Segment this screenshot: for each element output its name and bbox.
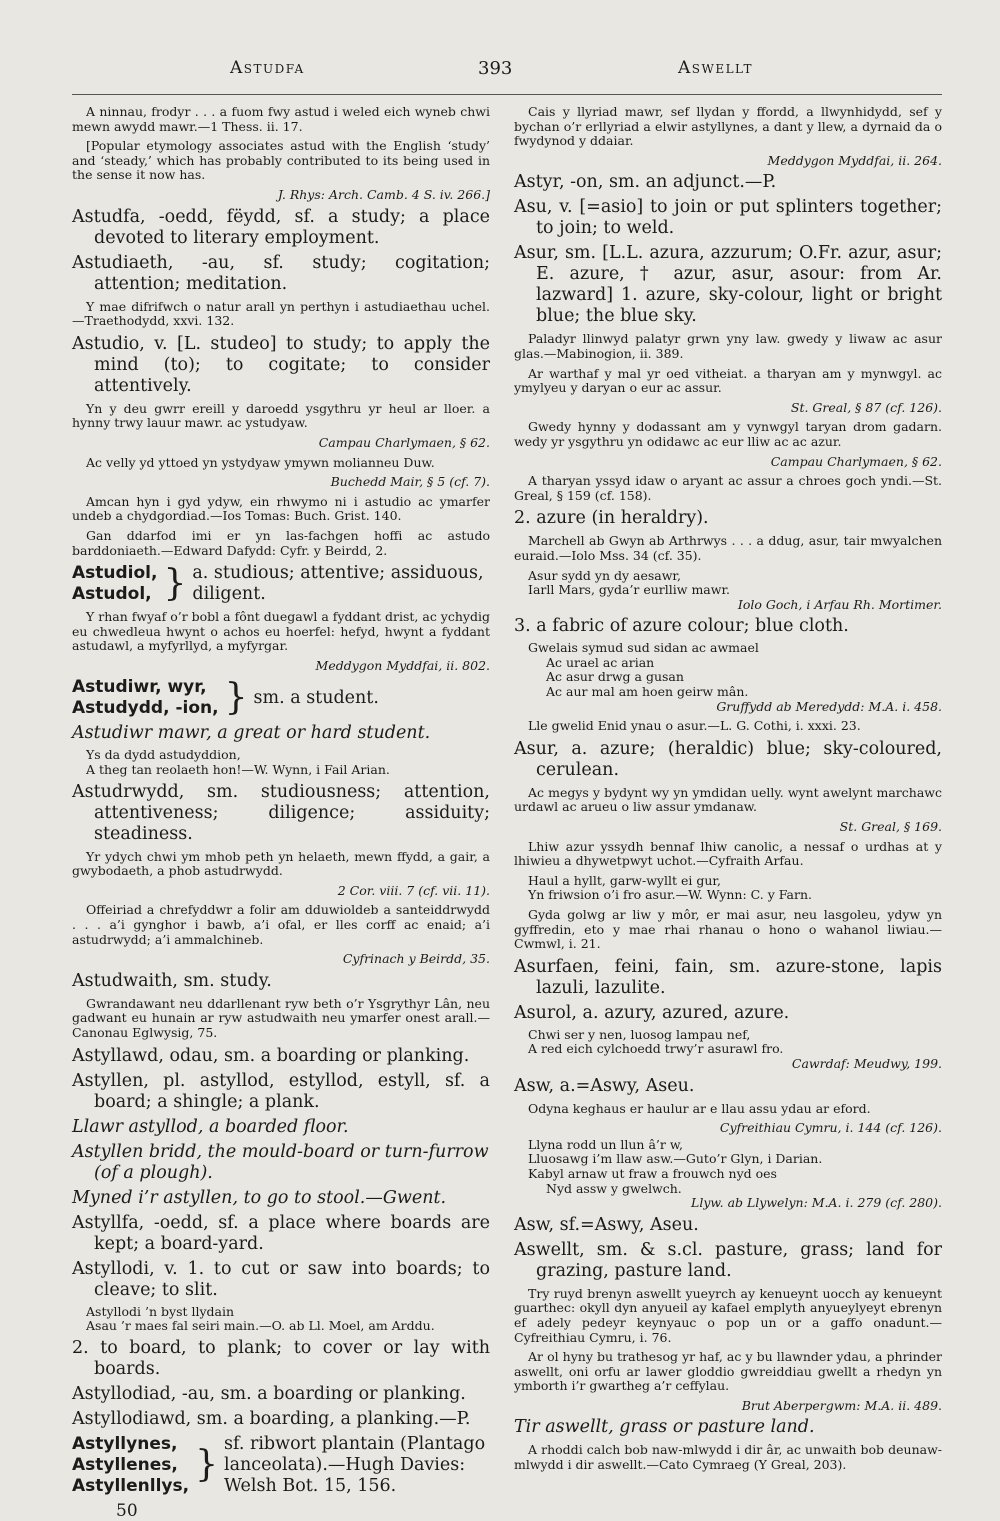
entry: Asurol, a. azury, azured, azure. (514, 1002, 790, 1023)
verse-line: Haul a hyllt, garw-wyllt ei gur, (528, 872, 721, 888)
entry: Astudfa, -oedd, fëydd, sf. a study; a place devoted to literary employment. (72, 206, 490, 248)
subentry: Astyllen bridd, the mould-board or turn-furrow (of a plough). (72, 1141, 489, 1183)
verse-line: Chwi ser y nen, luosog lampau nef, (528, 1026, 751, 1042)
sense: 2. azure (in heraldry). (514, 508, 709, 529)
bracketed-entry (72, 1434, 490, 1497)
header-rule (72, 94, 942, 95)
quotation: A ninnau, frodyr . . . a fuom fwy astud i weled eich wyneb chwi mewn awydd mawr.—1 Thess. ii. 17. (72, 104, 490, 134)
citation: Buchedd Mair, § 5 (cf. 7). (330, 474, 490, 490)
right-column (514, 100, 942, 1478)
entry: Astudiaeth, -au, sf. study; cogitation; attention; meditation. (72, 252, 490, 294)
verse-line: Ac asur drwg a gusan (546, 669, 684, 685)
definition: sf. ribwort plantain (Plantago lanceolata).—Hugh Davies: Welsh Bot. 15, 156. (224, 1433, 486, 1496)
verse-line: Yn friwsion o’i fro asur.—W. Wynn: C. y Farn. (528, 887, 813, 903)
quotation: A tharyan yssyd idaw o aryant ac assur a chroes goch yndi.—St. Greal, § 159 (cf. 158). (514, 473, 942, 503)
entry: Asu, v. [=asio] to join or put splinters together; to join; to weld. (514, 197, 942, 239)
quotation: Lle gwelid Enid ynau o asur.—L. G. Cothi, i. xxxi. 23. (528, 718, 861, 734)
entry: Astyllodiad, -au, sm. a boarding or planking. (72, 1383, 466, 1404)
entry: Asur, sm. [L.L. azura, azzurum; O.Fr. azur, asur; E. azure, † azur, asur, asour: from Ar. lazward] 1. azure, sky-colour, light or bright blue; the blue sky. (514, 243, 942, 327)
entry: Asurfaen, feini, fain, sm. azure-stone, lapis lazuli, lazulite. (514, 956, 942, 998)
headword: Astyllynes, (72, 1433, 178, 1454)
entry: Asw, a.=Aswy, Aseu. (514, 1075, 695, 1096)
headword: Astudol, (72, 584, 152, 605)
quotation: Ar ol hyny bu trathesog yr haf, ac y bu llawnder ydau, a phrinder aswellt, oni orfu ar lawer gloddio gwreiddiau gwellt a rhedyn yn ymborth i’r gwartheg a’r ceffylau. (514, 1349, 942, 1394)
verse-line: Lluosawg i’m llaw asw.—Guto’r Glyn, i Darian. (528, 1151, 823, 1167)
citation: Campau Charlymaen, § 62. (770, 453, 942, 469)
brace-glyph: } (224, 677, 248, 719)
citation: Campau Charlymaen, § 62. (318, 434, 490, 450)
quotation: Gwedy hynny y dodassant am y vynwgyl taryan drom gadarn. wedy yr ysgythru yn odidawc ac eur lliw ac ac azur. (514, 419, 942, 449)
quotation: A rhoddi calch bob naw-mlwydd i dir âr, ac unwaith bob deunaw-mlwydd i dir aswellt.—Cato Cymraeg (Y Greal, 203). (514, 1442, 942, 1473)
sense: 3. a fabric of azure colour; blue cloth. (514, 616, 849, 637)
citation: Cyfreithiau Cymru, i. 144 (cf. 126). (719, 1120, 942, 1136)
subentry: Myned i’r astyllen, to go to stool.—Gwent. (72, 1187, 447, 1208)
signature-mark: 50 (116, 1500, 138, 1521)
quotation: Amcan hyn i gyd ydyw, ein rhwymo ni i astudio ac ymarfer undeb a chydgordiad.—Ios Tomas: Buch. Grist. 140. (72, 493, 490, 524)
headword: Astudiol, (72, 563, 158, 584)
entry: Astudio, v. [L. studeo] to study; to apply the mind (to); to cogitate; to consider attentively. (72, 333, 490, 396)
quotation: Odyna keghaus er haulur ar e llau assu ydau ar eford. (528, 1100, 871, 1116)
verse-line: Nyd assw y gwelwch. (546, 1180, 682, 1196)
citation: Cyfrinach y Beirdd, 35. (342, 951, 490, 967)
entry: Astyllen, pl. astyllod, estyllod, estyll, sf. a board; a shingle; a plank. (72, 1070, 490, 1112)
left-column (72, 100, 490, 1521)
etymology-note: [Popular etymology associates astud with the English ‘study’ and ‘steady,’ which has probably contributed to its being used in the sense it now has. (72, 138, 490, 183)
entry: Asur, a. azure; (heraldic) blue; sky-coloured, cerulean. (514, 738, 942, 780)
verse-line: A red eich cylchoedd trwy’r asurawl fro. (528, 1041, 784, 1057)
page-number: 393 (478, 58, 513, 79)
bracketed-entry (72, 677, 490, 719)
citation: Cawrdaf: Meudwy, 199. (791, 1055, 942, 1071)
headword: Astudiwr, wyr, (72, 677, 207, 698)
headword: Astyllenllys, (72, 1475, 190, 1496)
quotation: Offeiriad a chrefyddwr a folir am dduwioldeb a santeiddrwydd . . . a’i gynghor i bawb, a’i ofal, er lles corff ac enaid; a’i astudrwydd; a’i ammalchineb. (72, 902, 490, 947)
entry: Astyr, -on, sm. an adjunct.—P. (514, 172, 777, 193)
entry: Aswellt, sm. & s.cl. pasture, grass; land for grazing, pasture land. (514, 1239, 942, 1281)
verse-line: Asur sydd yn dy aesawr, (528, 567, 682, 583)
subentry: Llawr astyllod, a boarded floor. (72, 1116, 349, 1137)
quotation: Lhiw azur yssydh bennaf lhiw canolic, a nessaf o urdhas at y lhiwieu a dhywetpwyt uchot.—Cyfraith Arfau. (514, 838, 942, 869)
quotation: Y mae difrifwch o natur arall yn perthyn i astudiaethau uchel.—Traethodydd, xxvi. 132. (72, 298, 490, 329)
quotation: Ar warthaf y mal yr oed vitheiat. a tharyan am y mynwgyl. ac ymylyeu y daryan o eur ac assur. (514, 365, 942, 396)
citation: Meddygon Myddfai, ii. 264. (767, 152, 942, 168)
quotation: Yr ydych chwi ym mhob peth yn helaeth, mewn ffydd, a gair, a gwybodaeth, a phob astudrwydd. (72, 848, 490, 879)
definition: a. studious; attentive; assiduous, diligent. (192, 563, 484, 605)
entry: Astudrwydd, sm. studiousness; attention, attentiveness; diligence; assiduity; steadiness. (72, 781, 490, 844)
quotation: Paladyr llinwyd palatyr grwn yny law. gwedy y liwaw ac asur glas.—Mabinogion, ii. 389. (514, 331, 942, 361)
entry: Astyllodiawd, sm. a boarding, a planking.—P. (72, 1408, 471, 1429)
quotation: Cais y llyriad mawr, sef llydan y ffordd, a llwynhidydd, sef y bychan o’r erllyriad a elwir astyllynes, a dant y llew, a dyrnaid da o fwydynod y ddaiar. (514, 104, 942, 149)
verse-line: A theg tan reolaeth hon!—W. Wynn, i Fail Arian. (86, 762, 390, 778)
entry: Asw, sf.=Aswy, Aseu. (514, 1214, 699, 1235)
running-head-left: Astudfa (230, 58, 305, 78)
quotation: Ac megys y bydynt wy yn ymdidan uelly. wynt awelynt marchawc urdawl ac arueu o liw assur ymdanaw. (514, 784, 942, 815)
sense: 2. to board, to plank; to cover or lay with boards. (72, 1337, 490, 1379)
citation: Gruffydd ab Meredydd: M.A. i. 458. (716, 698, 942, 714)
verse-line: Gwelais symud sud sidan ac awmael (528, 640, 759, 656)
quotation: Yn y deu gwrr ereill y daroedd ysgythru yr heul ar lloer. a hynny trwy lauur mawr. ac ystudyaw. (72, 400, 490, 431)
verse-line: Astyllodi ’n byst llydain (86, 1303, 235, 1319)
headword: Astyllenes, (72, 1454, 178, 1475)
bracketed-entry (72, 563, 490, 605)
entry: Astyllodi, v. 1. to cut or saw into boards; to cleave; to slit. (72, 1258, 490, 1300)
quotation: Try ruyd brenyn aswellt yueyrch ay kenueynt uocch ay kenueynt guarthec: okyll dyn anyueil ay kafael emplyth anyueylyeyt ebrenyn ef adely pedeyr keynyauc o pop un or a gaffo onadunt.—Cyfreithiau Cymru, i. 76. (514, 1285, 942, 1345)
citation: Llyw. ab Llywelyn: M.A. i. 279 (cf. 280). (691, 1195, 942, 1211)
entry: Astyllawd, odau, sm. a boarding or planking. (72, 1045, 470, 1066)
subentry: Tir aswellt, grass or pasture land. (514, 1417, 815, 1438)
citation: St. Greal, § 169. (839, 819, 942, 835)
entry: Astyllfa, -oedd, sf. a place where boards are kept; a board-yard. (72, 1212, 490, 1254)
verse-line: Llyna rodd un llun â’r w, (528, 1136, 684, 1152)
quotation: Gwrandawant neu ddarllenant ryw beth o’r Ysgrythyr Lân, neu gadwant eu hunain ar ryw astudwaith neu ymarfer onest arall.—Canonau Eglwysig, 75. (72, 995, 490, 1040)
citation: St. Greal, § 87 (cf. 126). (790, 399, 942, 415)
citation: J. Rhys: Arch. Camb. 4 S. iv. 266.] (277, 186, 490, 202)
running-head-right: Aswellt (678, 58, 754, 78)
verse-line: Ac urael ac arian (546, 654, 655, 670)
quotation: Ac velly yd yttoed yn ystydyaw ymywn molianneu Duw. (86, 454, 435, 470)
verse-line: Iarll Mars, gyda’r eurlliw mawr. (528, 582, 731, 598)
brace-glyph: } (163, 563, 187, 605)
quotation: Marchell ab Gwyn ab Arthrwys . . . a ddug, asur, tair mwyalchen euraid.—Iolo Mss. 34 (cf. 35). (514, 533, 942, 563)
quotation: Y rhan fwyaf o’r bobl a fônt duegawl a fyddant drist, ac ychydig eu chwedleua hwynt o achos eu hoerfel: hefyd, hwynt a fyddant astudawl, a myfyrllyd, a myfyrgar. (72, 609, 490, 654)
verse-line: Ys da dydd astudyddion, (86, 747, 241, 763)
citation: Meddygon Myddfai, ii. 802. (315, 657, 490, 673)
verse-line: Ac aur mal am hoen geirw mân. (546, 684, 749, 700)
citation: 2 Cor. viii. 7 (cf. vii. 11). (337, 882, 490, 898)
headword: Astudydd, -ion, (72, 698, 219, 719)
quotation: Gyda golwg ar liw y môr, er mai asur, neu lasgoleu, ydyw yn gyffredin, eto y mae rhai rhanau o hono o wahanol liwiau.—Cwmwl, i. 21. (514, 907, 942, 952)
citation: Brut Aberpergwm: M.A. ii. 489. (741, 1397, 942, 1413)
quotation: Gan ddarfod imi er yn las-fachgen hoffi ac astudo barddoniaeth.—Edward Dafydd: Cyfr. y Beirdd, 2. (72, 527, 490, 558)
verse-line: Asau ’r maes fal seiri main.—O. ab Ll. Moel, am Arddu. (86, 1318, 435, 1334)
brace-glyph: } (195, 1444, 218, 1486)
definition: sm. a student. (253, 687, 379, 708)
entry: Astudwaith, sm. study. (72, 970, 272, 991)
verse-line: Kabyl arnaw ut fraw a frouwch nyd oes (528, 1165, 777, 1181)
subentry: Astudiwr mawr, a great or hard student. (72, 723, 431, 744)
citation: Iolo Goch, i Arfau Rh. Mortimer. (737, 596, 942, 612)
